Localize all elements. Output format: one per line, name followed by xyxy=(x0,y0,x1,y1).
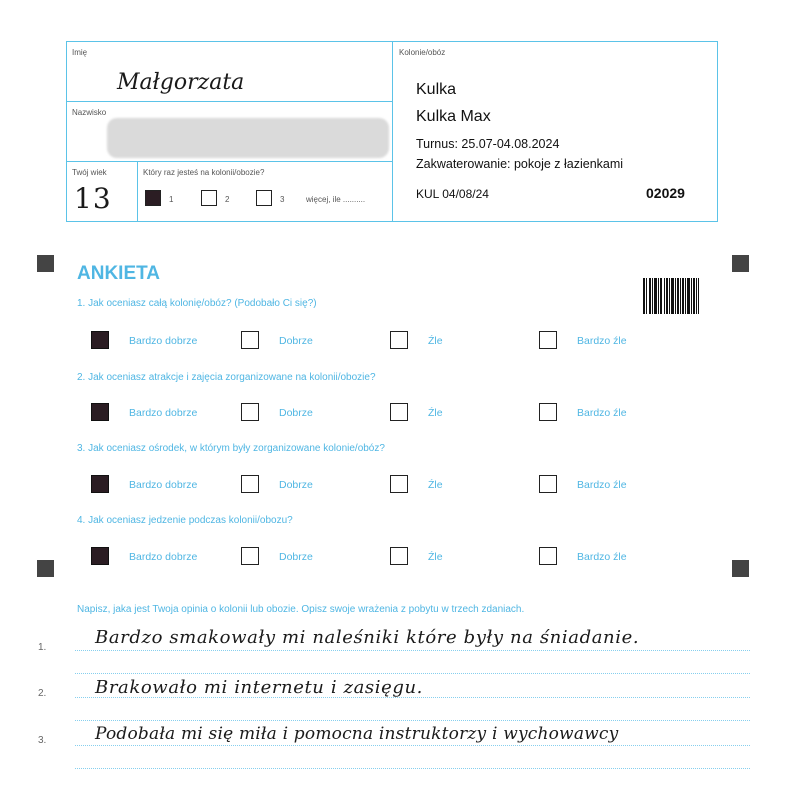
registration-mark xyxy=(732,255,749,272)
opinion-line-1: Bardzo smakowały mi naleśniki które były na śniadanie. xyxy=(95,627,640,648)
writing-line xyxy=(75,768,750,769)
times-more-label: więcej, ile .......... xyxy=(306,195,366,204)
q2-option-very-good-checkbox[interactable] xyxy=(91,403,109,421)
q3-option-good-label: Dobrze xyxy=(279,479,313,491)
opinion-prompt: Napisz, jaka jest Twoja opinia o kolonii lub obozie. Opisz swoje wrażenia z pobytu w trzech zdaniach. xyxy=(77,604,525,615)
survey-title: ANKIETA xyxy=(77,263,161,284)
times-checkbox-2[interactable] xyxy=(201,190,217,206)
q2-option-bad-label: Źle xyxy=(428,407,443,419)
q4-option-very-bad-checkbox[interactable] xyxy=(539,547,557,565)
q4-option-very-good-checkbox[interactable] xyxy=(91,547,109,565)
question-2: 2. Jak oceniasz atrakcje i zajęcia zorganizowane na kolonii/obozie? xyxy=(77,372,376,383)
q4-option-bad-label: Źle xyxy=(428,551,443,563)
question-1: 1. Jak oceniasz całą kolonię/obóz? (Podobało Ci się?) xyxy=(77,298,317,309)
q2-option-very-bad-checkbox[interactable] xyxy=(539,403,557,421)
form-id-number: 02029 xyxy=(646,185,685,201)
q3-option-bad-checkbox[interactable] xyxy=(390,475,408,493)
line-number-2: 2. xyxy=(38,688,47,699)
writing-line xyxy=(75,673,750,674)
question-3: 3. Jak oceniasz ośrodek, w którym były zorganizowane kolonie/obóz? xyxy=(77,443,385,454)
times-checkbox-1[interactable] xyxy=(145,190,161,206)
q3-option-very-good-checkbox[interactable] xyxy=(91,475,109,493)
camp-line1: Kulka xyxy=(416,81,457,98)
times-label: Który raz jesteś na kolonii/obozie? xyxy=(143,168,265,177)
registration-mark xyxy=(37,560,54,577)
q4-option-very-good-label: Bardzo dobrze xyxy=(129,551,198,563)
camp-code: KUL 04/08/24 xyxy=(416,187,489,201)
q3-option-very-bad-checkbox[interactable] xyxy=(539,475,557,493)
opinion-line-2: Brakowało mi internetu i zasięgu. xyxy=(95,677,423,698)
times-option-1: 1 xyxy=(169,195,174,204)
age-value: 13 xyxy=(74,182,112,215)
line-number-3: 3. xyxy=(38,735,47,746)
q1-option-very-bad-label: Bardzo źle xyxy=(577,335,627,347)
q2-option-good-label: Dobrze xyxy=(279,407,313,419)
q1-option-good-checkbox[interactable] xyxy=(241,331,259,349)
name-label: Imię xyxy=(72,48,88,57)
surname-redaction xyxy=(107,118,389,158)
q3-option-good-checkbox[interactable] xyxy=(241,475,259,493)
q2-option-bad-checkbox[interactable] xyxy=(390,403,408,421)
camp-line2: Kulka Max xyxy=(416,108,491,125)
q1-option-bad-checkbox[interactable] xyxy=(390,331,408,349)
registration-mark xyxy=(37,255,54,272)
q1-option-very-good-label: Bardzo dobrze xyxy=(129,335,198,347)
barcode-icon xyxy=(643,278,699,314)
writing-line xyxy=(75,745,750,746)
q1-option-bad-label: Źle xyxy=(428,335,443,347)
times-option-2: 2 xyxy=(225,195,230,204)
q1-option-good-label: Dobrze xyxy=(279,335,313,347)
times-option-3: 3 xyxy=(280,195,285,204)
q4-option-good-label: Dobrze xyxy=(279,551,313,563)
name-value: Małgorzata xyxy=(117,70,245,95)
q1-option-very-good-checkbox[interactable] xyxy=(91,331,109,349)
accommodation: Zakwaterowanie: pokoje z łazienkami xyxy=(416,157,624,171)
times-checkbox-3[interactable] xyxy=(256,190,272,206)
line-number-1: 1. xyxy=(38,642,47,653)
q2-option-very-bad-label: Bardzo źle xyxy=(577,407,627,419)
q4-option-very-bad-label: Bardzo źle xyxy=(577,551,627,563)
age-label: Twój wiek xyxy=(72,168,107,177)
q4-option-bad-checkbox[interactable] xyxy=(390,547,408,565)
writing-line xyxy=(75,650,750,651)
writing-line xyxy=(75,720,750,721)
q3-option-bad-label: Źle xyxy=(428,479,443,491)
question-4: 4. Jak oceniasz jedzenie podczas kolonii/obozu? xyxy=(77,515,293,526)
registration-mark xyxy=(732,560,749,577)
q2-option-very-good-label: Bardzo dobrze xyxy=(129,407,198,419)
surname-label: Nazwisko xyxy=(72,108,107,117)
q1-option-very-bad-checkbox[interactable] xyxy=(539,331,557,349)
q2-option-good-checkbox[interactable] xyxy=(241,403,259,421)
opinion-line-3: Podobała mi się miła i pomocna instruktorzy i wychowawcy xyxy=(95,724,619,744)
q4-option-good-checkbox[interactable] xyxy=(241,547,259,565)
turnus: Turnus: 25.07-04.08.2024 xyxy=(416,137,560,151)
q3-option-very-bad-label: Bardzo źle xyxy=(577,479,627,491)
camp-label: Kolonie/obóz xyxy=(399,48,446,57)
writing-line xyxy=(75,697,750,698)
q3-option-very-good-label: Bardzo dobrze xyxy=(129,479,198,491)
